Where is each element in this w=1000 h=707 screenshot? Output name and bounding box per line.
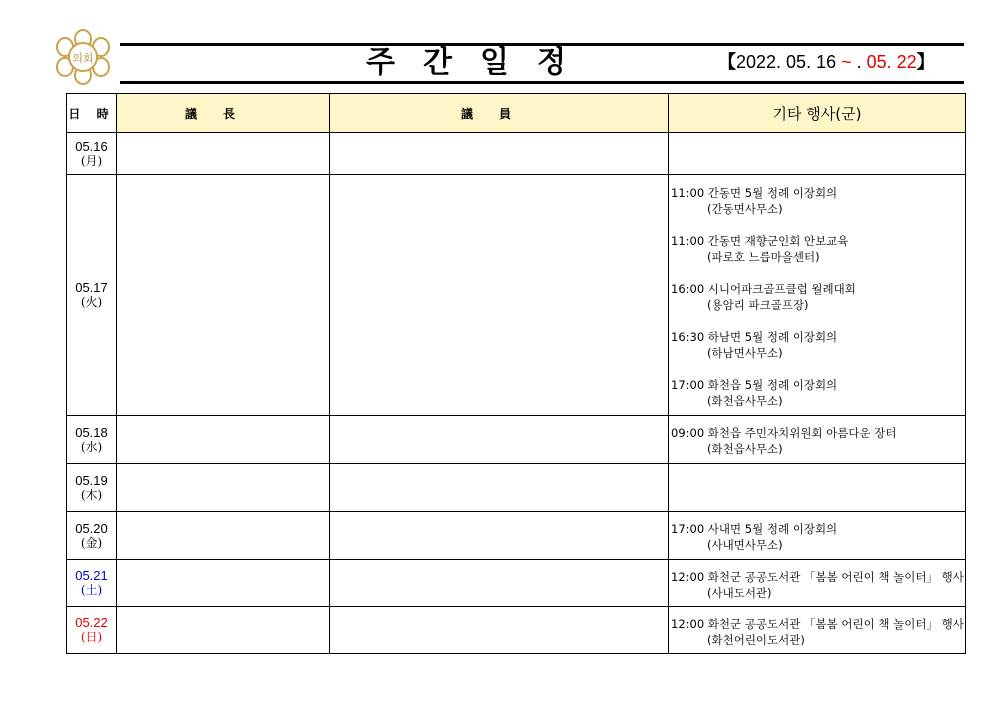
date-value: 05.16: [75, 138, 108, 154]
date-cell: [67, 464, 117, 512]
header-etc: 기타 행사(군): [669, 94, 966, 133]
table-row: [67, 416, 966, 464]
date-value: 05.18: [75, 424, 108, 440]
event-item: [669, 233, 965, 265]
day-of-week: (月): [80, 153, 103, 168]
table-row: [67, 175, 966, 416]
event-title: 17:00 사내면 5월 정례 이장회의: [671, 522, 838, 536]
member-cell: [330, 133, 669, 175]
event-title: 09:00 화천읍 주민자치위원회 아름다운 장터: [671, 426, 897, 440]
day-of-week: (日): [80, 630, 103, 644]
schedule-table: [66, 93, 966, 654]
table-row: [67, 512, 966, 560]
header-chair: [117, 94, 330, 133]
event-item: [669, 377, 965, 409]
chair-cell: [117, 607, 330, 654]
day-of-week: (金): [80, 535, 103, 550]
etc-cell: [669, 133, 966, 175]
member-cell: [330, 416, 669, 464]
etc-cell: [669, 512, 966, 560]
day-of-week: (水): [80, 439, 103, 454]
chair-cell: [117, 416, 330, 464]
event-place: (간동면사무소): [707, 201, 783, 216]
title-rule-bottom: [120, 81, 964, 84]
date-cell: [67, 560, 117, 607]
date-value: 05.19: [75, 472, 108, 488]
date-range: [718, 46, 935, 78]
header-member: [330, 94, 669, 133]
event-place: (하남면사무소): [707, 345, 783, 360]
chair-cell: [117, 133, 330, 175]
event-title: 12:00 화천군 공공도서관 「봄봄 어린이 책 놀이터」 행사: [671, 616, 964, 631]
date-range-close: 】: [916, 52, 935, 72]
event-item: [669, 616, 965, 648]
member-cell: [330, 512, 669, 560]
member-cell: [330, 607, 669, 654]
table-row: [67, 464, 966, 512]
event-title: 12:00 화천군 공공도서관 「봄봄 어린이 책 놀이터」 행사: [671, 569, 964, 584]
event-title: 11:00 간동면 5월 정례 이장회의: [671, 185, 838, 200]
table-row: [67, 607, 966, 654]
date-range-end: 05. 22: [866, 52, 917, 72]
chair-cell: [117, 560, 330, 607]
header-daytime: 日 時: [67, 94, 117, 133]
member-cell: [330, 560, 669, 607]
date-cell: [67, 607, 117, 654]
date-cell: [67, 133, 117, 175]
event-place: (화천읍사무소): [707, 393, 783, 408]
date-value: 05.21: [75, 568, 108, 583]
day-of-week: (火): [80, 295, 103, 309]
event-place: (사내면사무소): [707, 538, 783, 552]
etc-cell: [669, 416, 966, 464]
etc-cell: [669, 175, 966, 416]
event-item: [669, 425, 965, 457]
event-place: (용암리 파크골프장): [707, 297, 809, 312]
emblem-label: 의회: [72, 52, 94, 65]
chair-cell: [117, 464, 330, 512]
member-cell: [330, 464, 669, 512]
event-item: [669, 521, 965, 553]
event-place: (화천어린이도서관): [707, 632, 805, 647]
chair-cell: [117, 512, 330, 560]
member-cell: [330, 175, 669, 416]
etc-cell: [669, 464, 966, 512]
event-place: (파로호 느릅마을센터): [707, 249, 820, 264]
event-item: [669, 281, 965, 313]
page-title: 주간일정: [366, 45, 594, 80]
date-cell: [67, 175, 117, 416]
event-title: 11:00 간동면 재향군인회 안보교육: [671, 233, 849, 248]
day-of-week: (土): [80, 583, 103, 597]
event-title: 17:00 화천읍 5월 정례 이장회의: [671, 377, 838, 392]
header-member-label: 議員: [460, 106, 537, 121]
date-cell: [67, 512, 117, 560]
day-of-week: (木): [80, 487, 103, 502]
event-title: 16:00 시니어파크골프클럽 월례대회: [671, 281, 856, 296]
council-emblem: [50, 28, 116, 86]
etc-cell: [669, 607, 966, 654]
date-range-tilde: ~: [836, 52, 857, 72]
table-header-row: [67, 94, 966, 133]
event-item: [669, 329, 965, 361]
etc-cell: [669, 560, 966, 607]
table-row: [67, 560, 966, 607]
table-row: [67, 133, 966, 175]
date-range-mid: .: [856, 52, 867, 72]
date-range-start: 2022. 05. 16: [736, 52, 837, 72]
date-value: 05.17: [75, 280, 108, 295]
date-range-open: 【: [718, 52, 736, 72]
date-value: 05.20: [75, 520, 108, 536]
date-value: 05.22: [75, 615, 108, 630]
header-chair-label: 議長: [184, 106, 261, 121]
flower-emblem-icon: [50, 28, 116, 86]
event-item: [669, 569, 965, 601]
event-place: (화천읍사무소): [707, 442, 783, 456]
event-place: (사내도서관): [707, 585, 772, 600]
chair-cell: [117, 175, 330, 416]
event-item: [669, 185, 965, 217]
event-title: 16:30 하남면 5월 정례 이장회의: [671, 329, 838, 344]
date-cell: [67, 416, 117, 464]
